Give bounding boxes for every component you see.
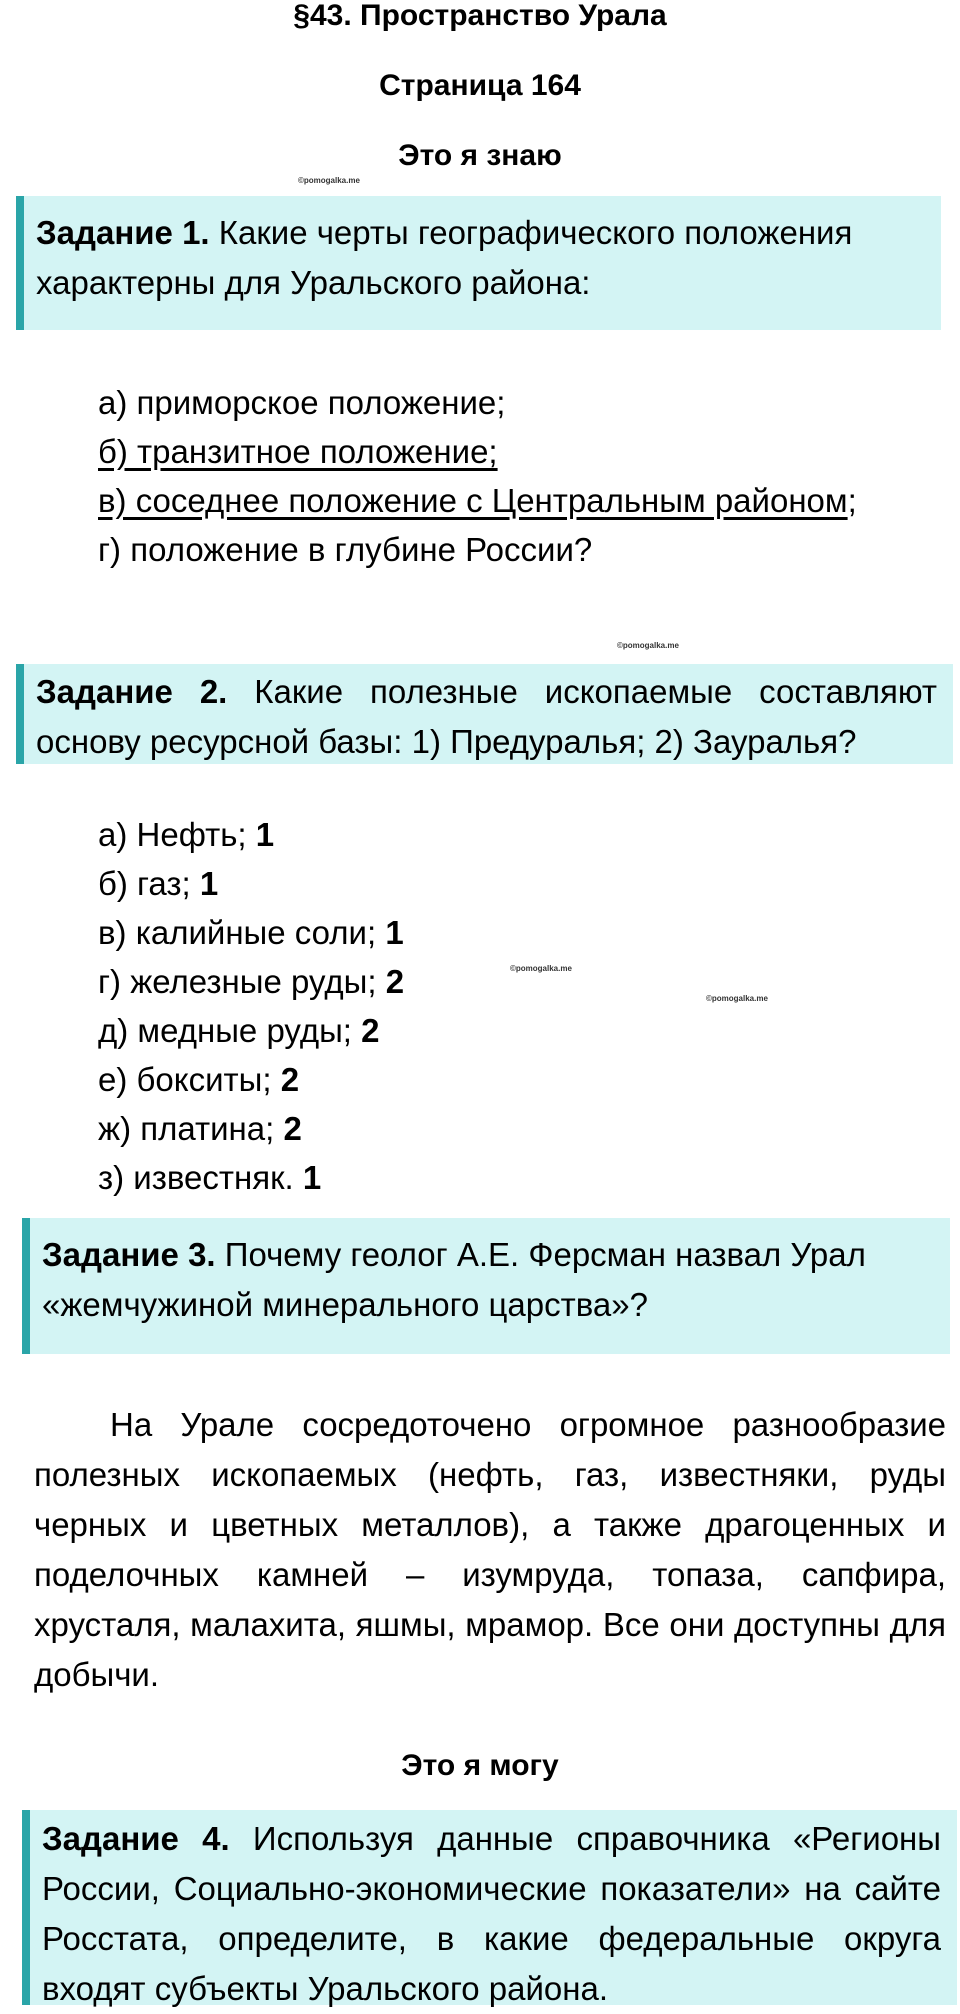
task-3-box <box>22 1218 950 1354</box>
task-3-label: Задание 3. <box>42 1236 216 1273</box>
page-number: Страница 164 <box>379 69 581 102</box>
list-item: в) соседнее положение с Центральным районом; <box>98 482 857 519</box>
task-3-answer: На Урале сосредоточено огромное разнообразие полезных ископаемых (нефть, газ, известняки, руды черных и цветных металлов), а также драгоценных и поделочных камней – изумруда, топаза, сапфира, хрусталя, малахита, яшмы, мрамор. Все они доступны для добычи. <box>34 1406 946 1693</box>
page-title: §43. Пространство Урала <box>293 0 667 32</box>
list-item: з) известняк. 1 <box>98 1159 322 1196</box>
list-item: а) приморское положение; <box>98 384 506 421</box>
task-2-box <box>16 664 953 764</box>
list-item: а) Нефть; 1 <box>98 816 275 853</box>
watermark: ©pomogalka.me <box>706 994 768 1003</box>
task-4-box <box>22 1810 957 2005</box>
list-item: в) калийные соли; 1 <box>98 914 404 951</box>
task-3-text: Почему геолог А.Е. Ферсман назвал Урал «жемчужиной минерального царства»? <box>42 1236 866 1323</box>
watermark: ©pomogalka.me <box>510 964 572 973</box>
list-item: г) положение в глубине России? <box>98 531 593 568</box>
watermark: ©pomogalka.me <box>298 176 360 185</box>
task-2-options <box>98 810 404 1202</box>
list-item <box>98 427 857 476</box>
section-heading-know: Это я знаю <box>398 139 562 172</box>
watermark: ©pomogalka.me <box>617 641 679 650</box>
task-1-text: Какие черты географического положения характерны для Уральского района: <box>36 214 853 301</box>
task-1-options <box>98 378 857 574</box>
list-item: г) железные руды; 2 <box>98 963 405 1000</box>
underlined-answer: в) соседнее положение с Центральным районом <box>98 482 848 519</box>
list-item: б) газ; 1 <box>98 865 219 902</box>
list-item: ж) платина; 2 <box>98 1110 302 1147</box>
section-heading-can: Это я могу <box>401 1749 559 1782</box>
task-4-label: Задание 4. <box>42 1820 230 1857</box>
task-2-text: Какие полезные ископаемые составляют основу ресурсной базы: 1) Предуралья; 2) Зауралья? <box>36 673 937 760</box>
task-1-label: Задание 1. <box>36 214 210 251</box>
list-item: д) медные руды; 2 <box>98 1012 380 1049</box>
task-1-box <box>16 196 941 330</box>
task-2-label: Задание 2. <box>36 673 228 710</box>
list-item: е) бокситы; 2 <box>98 1061 300 1098</box>
task-4-text: Используя данные справочника «Регионы России, Социально-экономические показатели» на сайте Росстата, определите, в какие федеральные округа входят субъекты Уральского района. <box>42 1820 941 2007</box>
underlined-answer: б) транзитное положение; <box>98 433 498 470</box>
